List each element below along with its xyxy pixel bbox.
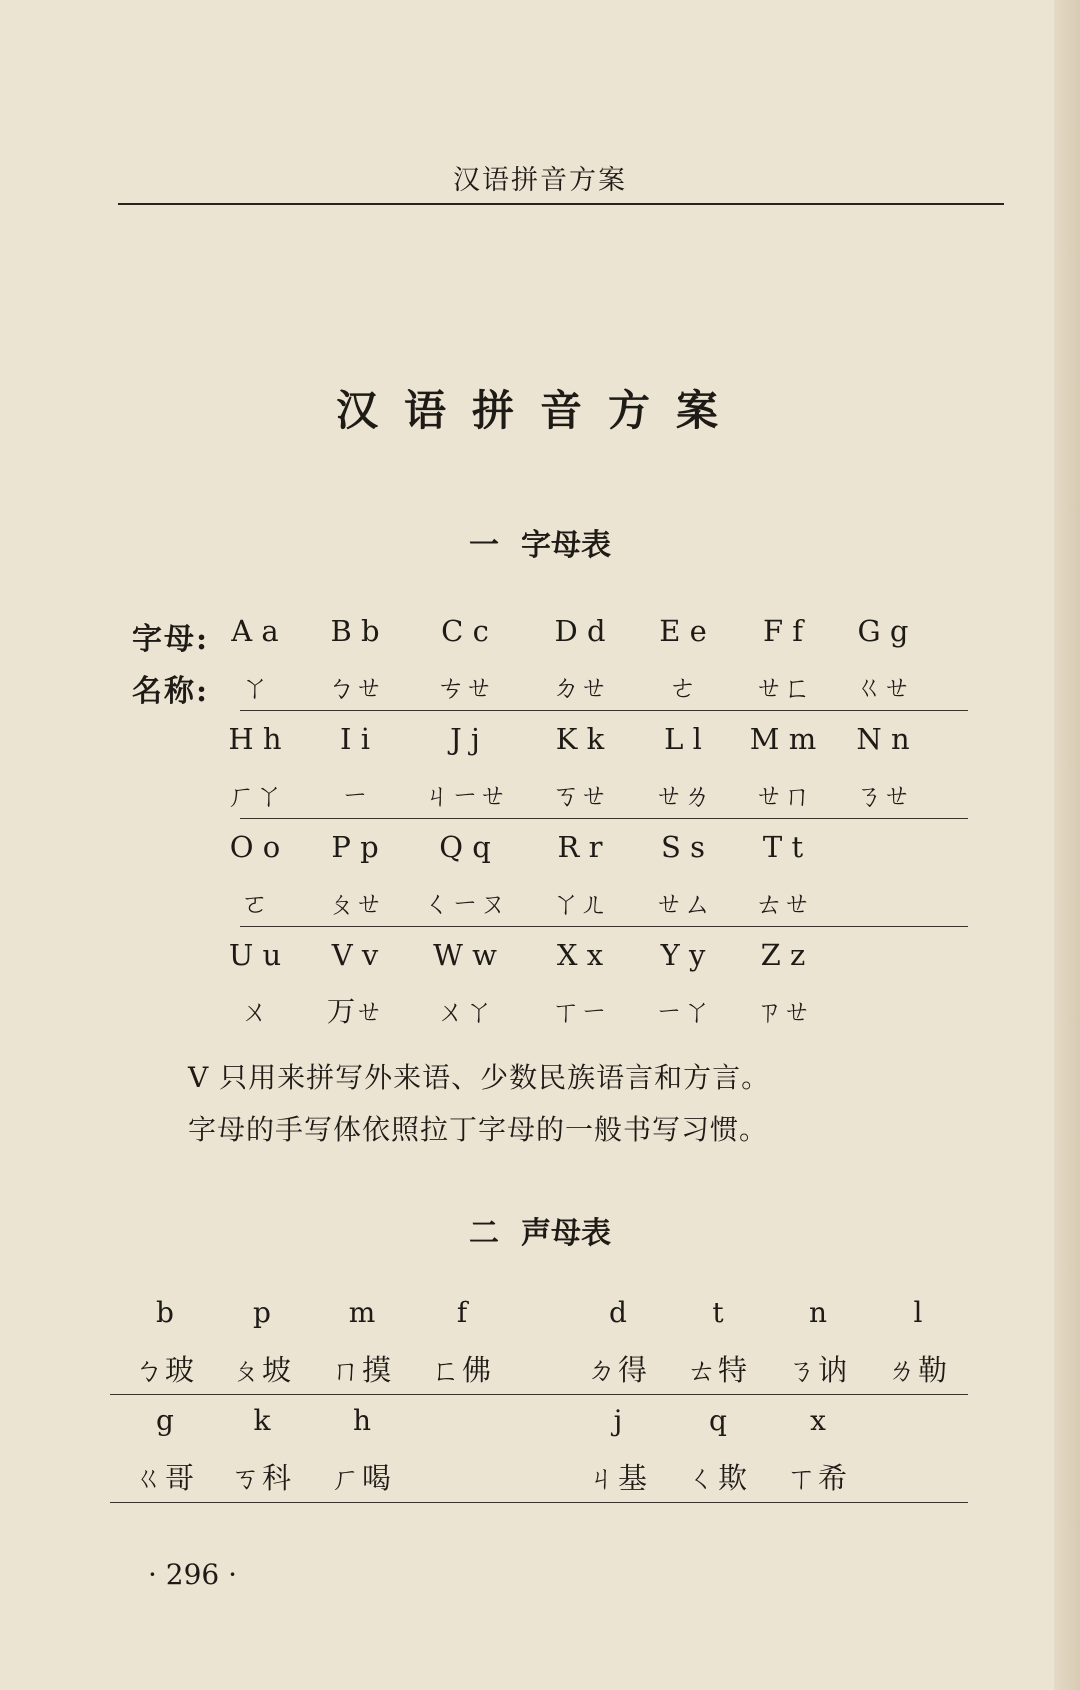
alphabet-letter: W w [433,938,497,972]
initial-example: ㄏ喝 [330,1461,393,1495]
alphabet-letter-name: ㄝㄙ [654,887,711,920]
initial-letter: p [253,1296,271,1329]
row-divider [240,818,968,819]
section-title: 字母表 [521,528,611,563]
alphabet-letter-name: ㄅㄝ [326,671,383,704]
initial-example: ㄇ摸 [330,1353,393,1387]
alphabet-letter-name: ㄑㄧㄡ [422,887,507,920]
alphabet-letter: A a [231,614,279,648]
initial-example: ㄍ哥 [133,1461,196,1495]
initial-example: ㄉ得 [586,1353,649,1387]
running-head: 汉语拼音方案 [453,165,627,196]
initial-example: ㄊ特 [686,1353,749,1387]
alphabet-letter-name: ㄍㄝ [854,671,911,704]
alphabet-letter-name: ㄋㄝ [854,779,911,812]
initial-letter: j [613,1404,623,1437]
section-heading-initials [0,1208,1080,1252]
alphabet-letter: T t [762,830,804,864]
initial-example: ㄐ基 [586,1461,649,1495]
initial-letter: g [156,1404,174,1437]
alphabet-letter-name: ㄨ [240,995,269,1028]
alphabet-letter-name: ㄧㄚ [654,995,711,1028]
initial-letter: l [913,1296,923,1329]
page-edge [1054,0,1080,1690]
alphabet-letter: I i [340,722,370,756]
initial-example: ㄌ勒 [886,1353,949,1387]
alphabet-letter-name: ㄚ [240,671,269,704]
alphabet-letter-name: ㄐㄧㄝ [422,779,507,812]
section-number: 二 [469,1216,499,1251]
name-label: 名称: [132,674,210,709]
alphabet-letter-name: ㄚㄦ [551,887,608,920]
initial-example: ㄅ玻 [133,1353,196,1387]
alphabet-letter-name: ㄝㄌ [654,779,711,812]
alphabet-letter: N n [856,722,910,756]
alphabet-letter: E e [659,614,707,648]
row-divider [240,926,968,927]
alphabet-letter: H h [228,722,282,756]
alphabet-letter: P p [331,830,379,864]
alphabet-letter: Q q [439,830,491,864]
alphabet-letter: R r [557,830,603,864]
row-divider [110,1502,968,1503]
note-v-usage: V 只用来拼写外来语、少数民族语言和方言。 [188,1061,771,1094]
initial-letter: n [808,1296,828,1329]
initial-letter: t [712,1296,724,1329]
alphabet-letter: M m [749,722,817,756]
initial-letter: f [456,1296,468,1329]
initial-letter: m [348,1296,376,1329]
alphabet-letter-name: ㄒㄧ [551,995,608,1028]
header-rule [118,203,1004,205]
row-divider [110,1394,968,1395]
alphabet-letter-name: ㄉㄝ [551,671,608,704]
alphabet-letter: V v [331,938,379,972]
alphabet-letter: G g [857,614,909,648]
page-title: 汉语拼音方案 [335,386,744,435]
letter-label: 字母: [132,622,210,657]
alphabet-letter: K k [555,722,605,756]
initial-example: ㄈ佛 [430,1353,493,1387]
initial-letter: h [352,1404,372,1437]
alphabet-letter-name: ㄜ [668,671,697,704]
alphabet-letter-name: ㄎㄝ [551,779,608,812]
initial-letter: b [156,1296,174,1329]
alphabet-letter-name: ㄨㄚ [436,995,493,1028]
alphabet-letter: O o [229,830,281,864]
initial-letter: q [709,1404,727,1437]
initial-example: ㄑ欺 [686,1461,749,1495]
alphabet-letter: C c [441,614,489,648]
alphabet-letter: D d [554,614,606,648]
alphabet-letter-name: ㄗㄝ [754,995,811,1028]
alphabet-letter-name: ㄧ [340,779,369,812]
initial-letter: k [253,1404,271,1437]
alphabet-letter: Z z [760,938,806,972]
alphabet-letter: F f [762,614,804,648]
page-number: · 296 · [148,1558,238,1591]
section-heading-alphabet [0,520,1080,564]
initial-example: ㄎ科 [230,1461,293,1495]
alphabet-letter: Y y [660,938,706,972]
section-title: 声母表 [521,1216,611,1251]
alphabet-letter-name: ㄝㄈ [754,671,811,704]
initial-example: ㄒ希 [786,1461,849,1495]
alphabet-letter: B b [330,614,380,648]
alphabet-letter: X x [556,938,604,972]
initial-example: ㄋ讷 [786,1353,849,1387]
initial-example: ㄆ坡 [230,1353,293,1387]
alphabet-letter-name: ㄊㄝ [754,887,811,920]
alphabet-letter-name: ㄝㄇ [754,779,811,812]
alphabet-letter: U u [228,938,282,972]
alphabet-letter-name: ㄛ [240,887,269,920]
initial-letter: x [810,1404,826,1437]
row-divider [240,710,968,711]
alphabet-letter: L l [664,722,702,756]
section-number: 一 [469,528,499,563]
alphabet-letter-name: ㄘㄝ [436,671,493,704]
alphabet-letter: S s [661,830,705,864]
initial-letter: d [609,1296,627,1329]
alphabet-letter-name: ㄪㄝ [326,995,383,1028]
note-handwriting: 字母的手写体依照拉丁字母的一般书写习惯。 [188,1113,769,1146]
alphabet-letter: J j [450,722,480,756]
alphabet-letter-name: ㄏㄚ [226,779,283,812]
alphabet-letter-name: ㄆㄝ [326,887,383,920]
